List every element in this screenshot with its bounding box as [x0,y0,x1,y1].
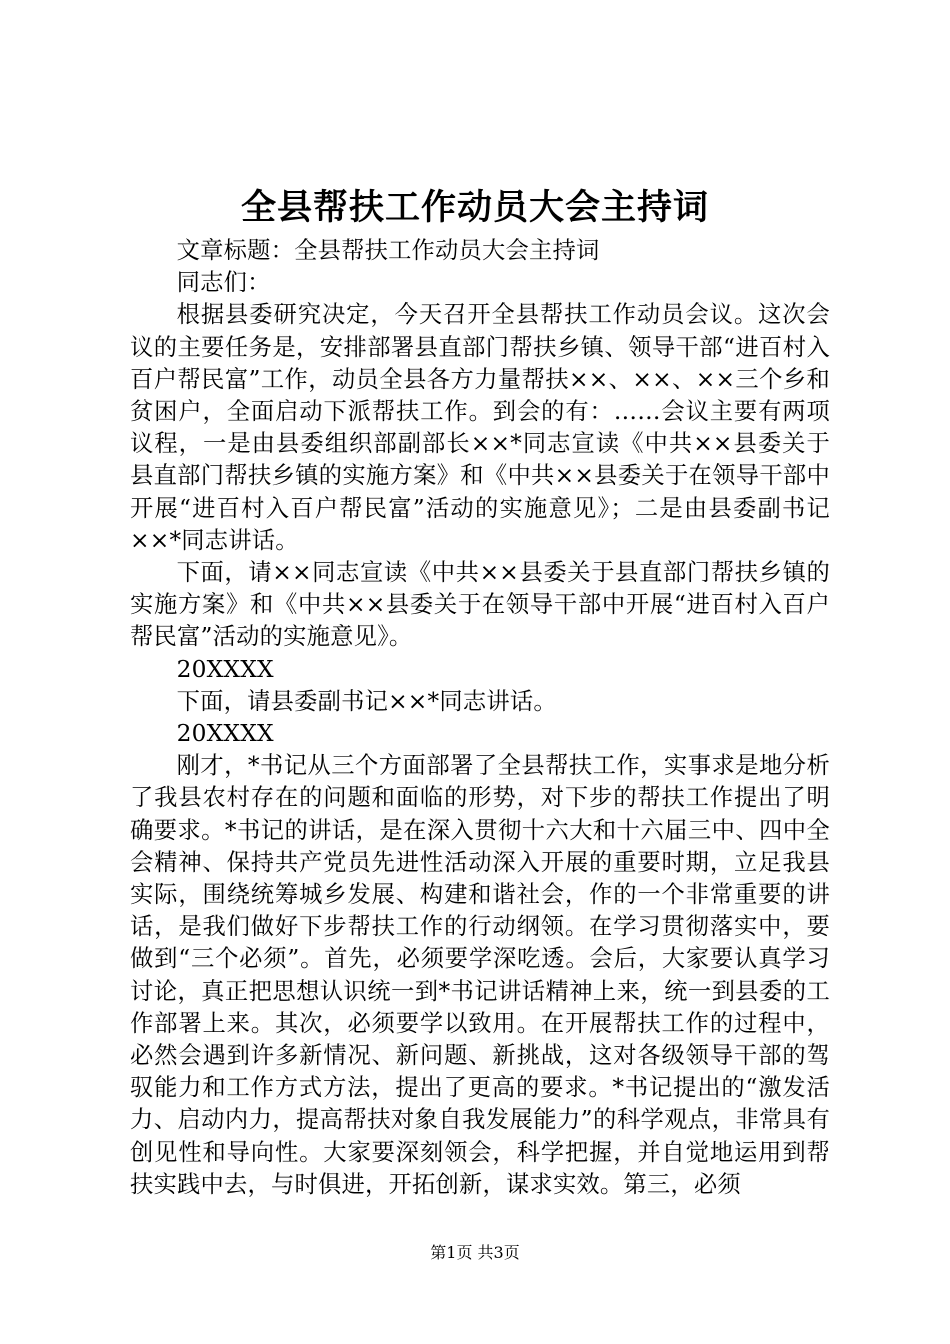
article-title-line: 文章标题：全县帮扶工作动员大会主持词 [176,237,600,264]
document-title: 全县帮扶工作动员大会主持词 [240,188,709,228]
placeholder-line: 20XXXX [176,655,274,683]
page-indicator: 第1页 共3页 [430,1243,520,1262]
document-body [130,235,830,1201]
paragraph-opening: 根据县委研究决定，今天召开全县帮扶工作动员会议。这次会议的主要任务是，安排部署县直部门帮扶乡镇、领导干部“进百村入百户帮民富”工作，动员全县各方力量帮扶××、××、××三个乡和贫困户，全面启动下派帮扶工作。到会的有：……会议主要有两项议程，一是由县委组织部副部长××*同志宣读《中共××县委关于县直部门帮扶乡镇的实施方案》和《中共××县委关于在领导干部中开展“进百村入百户帮民富”活动的实施意见》；二是由县委副书记××*同志讲话。 [130,301,830,554]
paragraph-summary: 刚才，*书记从三个方面部署了全县帮扶工作，实事求是地分析了我县农村存在的问题和面临的形势，对下步的帮扶工作提出了明确要求。*书记的讲话，是在深入贯彻十六大和十六届三中、四中全会精神、保持共产党员先进性活动深入开展的重要时期，立足我县实际，围绕统筹城乡发展、构建和谐社会，作的一个非常重要的讲话，是我们做好下步帮扶工作的行动纲领。在学习贯彻落实中，要做到“三个必须”。首先，必须要学深吃透。会后，大家要认真学习讨论，真正把思想认识统一到*书记讲话精神上来，统一到县委的工作部署上来。其次，必须要学以致用。在开展帮扶工作的过程中，必然会遇到许多新情况、新问题、新挑战，这对各级领导干部的驾驭能力和工作方式方法，提出了更高的要求。*书记提出的“激发活力、启动内力，提高帮扶对象自我发展能力”的科学观点，非常具有创见性和导向性。大家要深刻领会，科学把握，并自觉地运用到帮扶实践中去，与时俱进，开拓创新，谋求实效。第三，必须 [130,752,830,1198]
placeholder-line: 20XXXX [176,720,274,748]
paragraph-reading-request: 下面，请××同志宣读《中共××县委关于县直部门帮扶乡镇的实施方案》和《中共××县委关于在领导干部中开展“进百村入百户帮民富”活动的实施意见》。 [130,559,830,651]
salutation: 同志们： [176,269,271,297]
paragraph-speech-request: 下面，请县委副书记××*同志讲话。 [176,687,557,715]
